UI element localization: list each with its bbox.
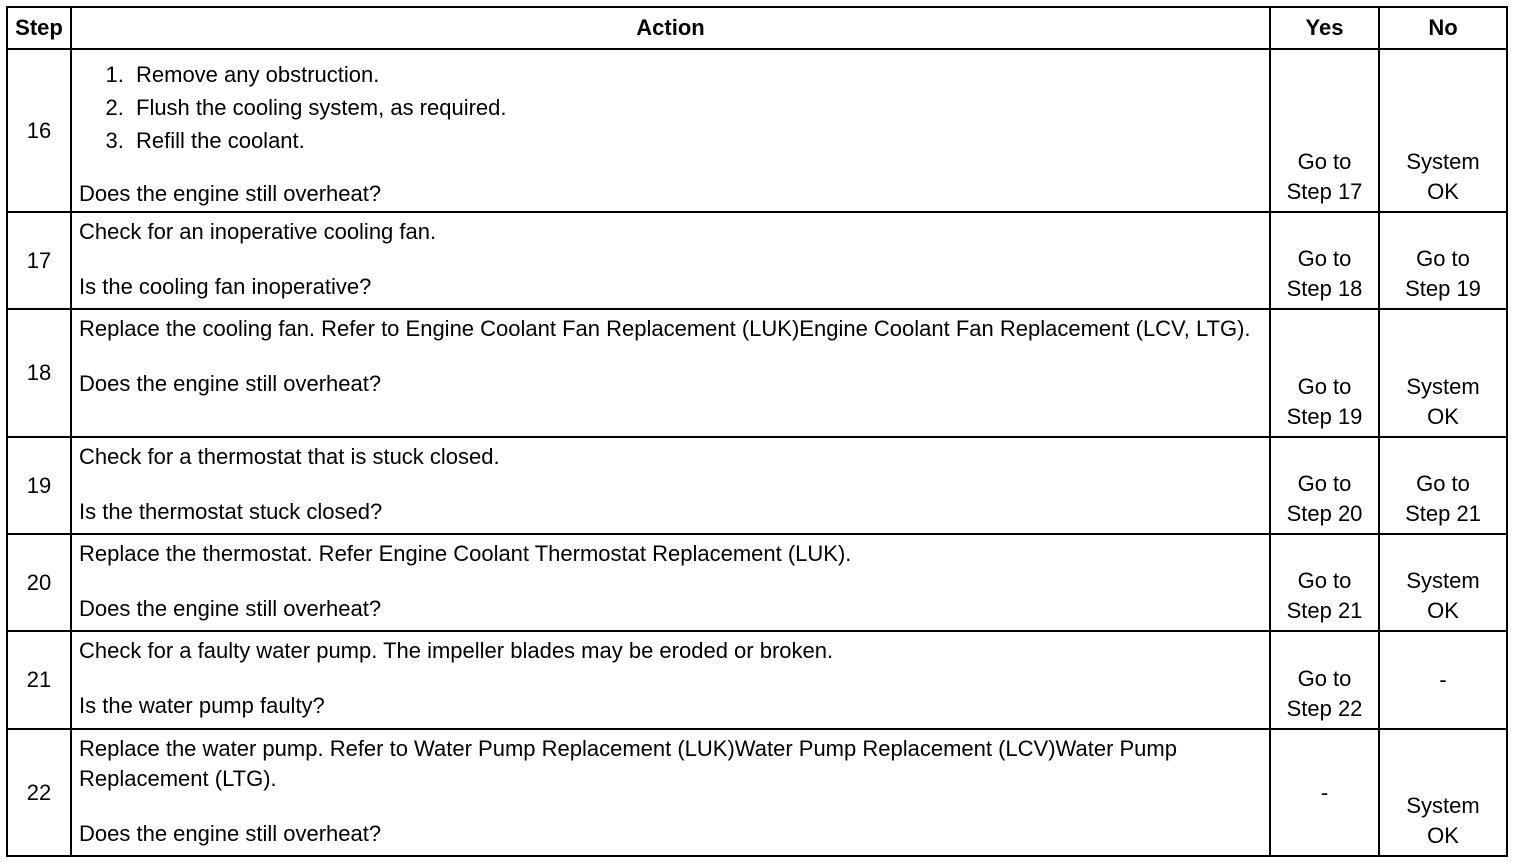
yes-cell [1270, 437, 1379, 534]
no-cell [1379, 534, 1507, 631]
no-cell [1379, 212, 1507, 309]
yes-line: - [1320, 779, 1329, 805]
yes-line: Step 20 [1286, 501, 1363, 526]
action-question: Does the engine still overheat? [79, 371, 382, 396]
no-line: OK [1427, 598, 1459, 623]
step-number: 19 [7, 437, 71, 534]
action-question: Does the engine still overheat? [79, 181, 382, 206]
action-text: Replace the thermostat. Refer Engine Coolant Thermostat Replacement (LUK). [79, 541, 852, 566]
yes-line: Step 18 [1286, 276, 1363, 301]
yes-cell [1270, 729, 1379, 856]
table-row [7, 631, 1507, 729]
action-question: Is the cooling fan inoperative? [79, 274, 372, 299]
header-row [7, 7, 1507, 49]
action-cell [71, 534, 1270, 631]
table-row [7, 212, 1507, 309]
no-line: System [1406, 568, 1480, 593]
step-number: 20 [7, 534, 71, 631]
table-row [7, 49, 1507, 212]
table-row [7, 309, 1507, 437]
yes-line: Go to [1297, 149, 1352, 174]
yes-line: Step 22 [1286, 696, 1363, 721]
no-line: System [1406, 374, 1480, 399]
action-question: Does the engine still overheat? [79, 596, 382, 621]
header-action: Action [71, 7, 1270, 49]
list-item: 1. Remove any obstruction. [130, 58, 1263, 91]
yes-cell [1270, 534, 1379, 631]
action-list [79, 58, 1263, 157]
yes-cell [1270, 631, 1379, 729]
no-line: OK [1427, 823, 1459, 848]
step-number: 17 [7, 212, 71, 309]
action-question: Is the thermostat stuck closed? [79, 499, 383, 524]
action-text: Replace the cooling fan. Refer to Engine Coolant Fan Replacement (LUK)Engine Coolant Fan Replacement (LCV, LTG). [79, 316, 1251, 341]
yes-line: Step 19 [1286, 404, 1363, 429]
no-cell [1379, 631, 1507, 729]
no-cell [1379, 729, 1507, 856]
yes-cell [1270, 212, 1379, 309]
yes-line: Go to [1297, 568, 1352, 593]
no-line: Go to [1416, 471, 1470, 496]
step-number: 18 [7, 309, 71, 437]
table-row [7, 534, 1507, 631]
yes-line: Step 21 [1286, 598, 1363, 623]
no-line: Step 19 [1405, 276, 1481, 301]
no-cell [1379, 437, 1507, 534]
table-row [7, 437, 1507, 534]
list-item: 3. Refill the coolant. [130, 124, 1263, 157]
action-cell [71, 631, 1270, 729]
no-line: System [1406, 793, 1480, 818]
header-no: No [1379, 7, 1507, 49]
diagnostic-table [6, 6, 1508, 857]
no-cell [1379, 49, 1507, 212]
yes-line: Go to [1297, 666, 1352, 691]
yes-line: Go to [1297, 471, 1352, 496]
table-row [7, 729, 1507, 856]
no-line: Step 21 [1405, 501, 1481, 526]
action-cell [71, 212, 1270, 309]
action-cell [71, 49, 1270, 212]
step-number: 16 [7, 49, 71, 212]
step-number: 21 [7, 631, 71, 729]
action-text: Replace the water pump. Refer to Water Pump Replacement (LUK)Water Pump Replacement (LCV)Water Pump Replacement (LTG). [79, 736, 1177, 791]
step-number: 22 [7, 729, 71, 856]
action-cell [71, 309, 1270, 437]
header-step: Step [7, 7, 71, 49]
header-yes: Yes [1270, 7, 1379, 49]
action-question: Does the engine still overheat? [79, 821, 382, 846]
yes-line: Go to [1297, 246, 1352, 271]
action-text: Check for an inoperative cooling fan. [79, 219, 437, 244]
action-cell [71, 437, 1270, 534]
yes-line: Step 17 [1286, 179, 1363, 204]
action-text: Check for a faulty water pump. The impeller blades may be eroded or broken. [79, 638, 834, 663]
yes-cell [1270, 49, 1379, 212]
action-question: Is the water pump faulty? [79, 693, 325, 718]
no-cell [1379, 309, 1507, 437]
yes-cell [1270, 309, 1379, 437]
no-line: Go to [1416, 246, 1470, 271]
yes-line: Go to [1297, 374, 1352, 399]
no-line: OK [1427, 179, 1459, 204]
list-item: 2. Flush the cooling system, as required. [130, 91, 1263, 124]
no-line: - [1439, 667, 1447, 692]
action-text: Check for a thermostat that is stuck closed. [79, 444, 500, 469]
action-cell [71, 729, 1270, 856]
no-line: OK [1427, 404, 1459, 429]
no-line: System [1406, 149, 1480, 174]
